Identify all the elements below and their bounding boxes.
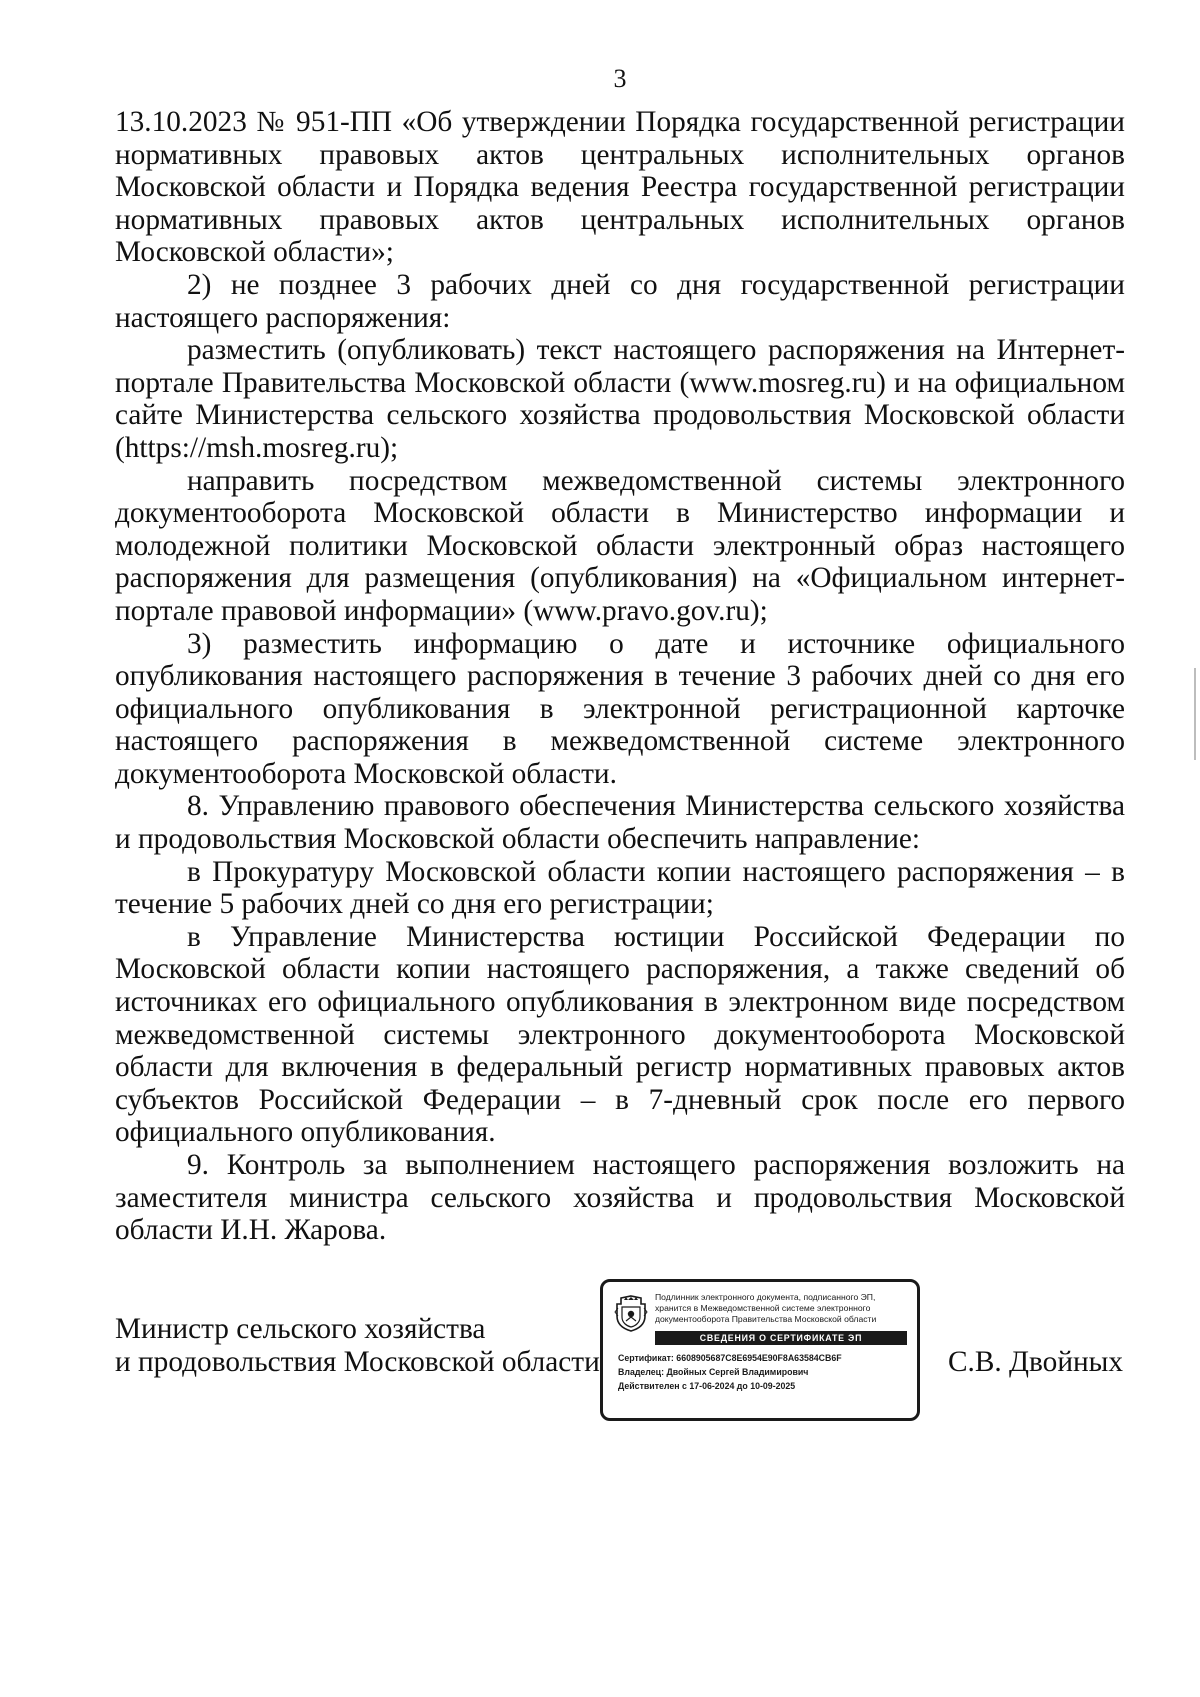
coat-of-arms-icon — [614, 1294, 648, 1332]
stamp-validity: Действителен с 17-06-2024 до 10-09-2025 — [618, 1381, 796, 1391]
stamp-heading: СВЕДЕНИЯ О СЕРТИФИКАТЕ ЭП — [655, 1331, 907, 1345]
stamp-notice — [655, 1292, 915, 1325]
paragraph-prosecutor: в Прокуратуру Московской области копии настоящего распоряжения – в течение 5 рабочих дней со дня его регистрации; — [115, 855, 1125, 921]
stamp-certificate: Сертификат: 6608905687C8E6954E90F8A63584CB6F — [618, 1353, 842, 1363]
stamp-details — [618, 1351, 918, 1393]
paragraph-item-9: 9. Контроль за выполнением настоящего распоряжения возложить на заместителя министра сельского хозяйства и продовольствия Московской области И.Н. Жарова. — [115, 1149, 1125, 1247]
electronic-signature-stamp — [600, 1279, 920, 1421]
signature-position-line1: Министр сельского хозяйства — [115, 1313, 486, 1345]
stamp-owner: Владелец: Двойных Сергей Владимирович — [618, 1367, 809, 1377]
stamp-notice-line2: хранится в Межведомственной системе электронного — [655, 1303, 871, 1313]
paragraph-justice-ministry: в Управление Министерства юстиции Российской Федерации по Московской области копии настоящего распоряжения, а также сведений об источниках его официального опубликования в электронном виде посредством межведомственной системы электронного документооборота Московской области для включения в федеральный регистр нормативных правовых актов субъектов Российской Федерации – в 7-дневный срок после его первого официального опубликования. — [115, 920, 1125, 1149]
signature-position-line2: и продовольствия Московской области — [115, 1345, 600, 1378]
signer-name: С.В. Двойных — [948, 1346, 1124, 1378]
paragraph-registration-order: 13.10.2023 № 951-ПП «Об утверждении Порядка государственной регистрации нормативных правовых актов центральных исполнительных органов Московской области и Порядка ведения Реестра государственной регистрации нормативных правовых актов центральных исполнительных органов Московской области»; — [115, 106, 1125, 269]
paragraph-item-2: 2) не позднее 3 рабочих дней со дня государственной регистрации настоящего распоряжения: — [115, 268, 1125, 334]
stamp-notice-line1: Подлинник электронного документа, подписанного ЭП, — [655, 1292, 876, 1302]
paragraph-send-electronic: направить посредством межведомственной системы электронного документооборота Московской области в Министерство информации и молодежной политики Московской области электронный образ настоящего распоряжения для размещения (опубликования) на «Официальном интернет-портале правовой информации» (www.pravo.gov.ru); — [115, 464, 1125, 627]
paragraph-item-8: 8. Управлению правового обеспечения Министерства сельского хозяйства и продовольствия Московской области обеспечить направление: — [115, 790, 1125, 856]
paragraph-item-3: 3) разместить информацию о дате и источнике официального опубликования настоящего распоряжения в течение 3 рабочих дней со дня его официального опубликования в электронной регистрационной карточке настоящего распоряжения в межведомственной системе электронного документооборота Московской области. — [115, 627, 1125, 790]
scan-edge-mark — [1194, 668, 1196, 760]
document-body — [115, 106, 1125, 1247]
signature-position — [115, 1313, 600, 1378]
stamp-notice-line3: документооборота Правительства Московской области — [655, 1314, 877, 1324]
page-number: 3 — [613, 64, 627, 93]
paragraph-publish-text: разместить (опубликовать) текст настоящего распоряжения на Интернет-портале Правительства Московской области (www.mosreg.ru) и на официальном сайте Министерства сельского хозяйства продовольствия Московской области (https://msh.mosreg.ru); — [115, 334, 1125, 464]
